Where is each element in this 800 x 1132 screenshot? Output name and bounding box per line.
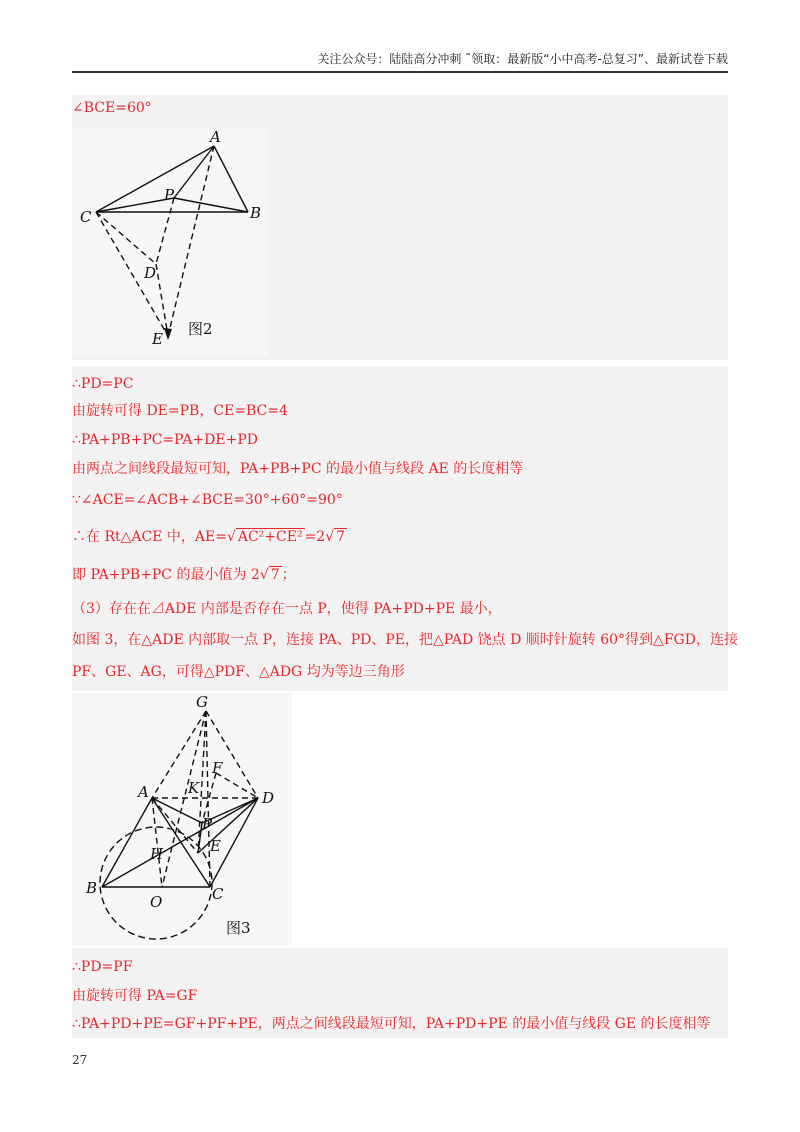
text-line-5: 由两点之间线段最短可知，PA+PB+PC 的最小值与线段 AE 的长度相等: [72, 461, 524, 477]
fig2-label-B: B: [250, 204, 262, 222]
fig3-label-H: H: [150, 845, 164, 863]
text-line-7-pre: ∴在 Rt△ACE 中，AE=: [72, 529, 227, 545]
fig2-label-P: P: [164, 186, 175, 204]
text-line-13: 由旋转可得 PA=GF: [72, 988, 198, 1004]
fig3-caption: 图3: [226, 919, 251, 937]
text-line-7: ∴在 Rt△ACE 中，AE=√ AC²+CE² =2√ 7: [72, 529, 346, 545]
fig3-label-P: P: [202, 815, 213, 833]
fig3-label-C: C: [212, 885, 224, 903]
text-line-8-post: ；: [281, 567, 296, 583]
figure-3: [72, 693, 292, 945]
text-line-4: ∴PA+PB+PC=PA+DE+PD: [72, 432, 258, 448]
fig3-label-D: D: [262, 789, 275, 807]
text-line-2: ∴PD=PC: [72, 376, 134, 392]
fig3-label-O: O: [150, 893, 163, 911]
header-rule: [72, 71, 728, 73]
fig2-label-A: A: [210, 128, 221, 146]
fig3-label-E: E: [210, 837, 221, 855]
fig2-label-C: C: [80, 208, 92, 226]
fig3-label-F: F: [212, 759, 223, 777]
fig2-caption: 图2: [188, 320, 213, 338]
fig3-label-B: B: [86, 879, 98, 897]
fig2-label-E: E: [152, 330, 163, 348]
fig3-label-G: G: [196, 693, 208, 711]
fig2-label-D: D: [144, 264, 157, 282]
text-line-10: 如图 3，在△ADE 内部取一点 P，连接 PA、PD、PE，把△PAD 饶点 D 顺时针旋转 60°得到△FGD，连接: [72, 632, 738, 648]
text-line-7-radicand: AC²+CE²: [237, 529, 303, 545]
text-line-8: 即 PA+PB+PC 的最小值为 2√ 7 ；: [72, 567, 296, 583]
page-header: 关注公众号：陆陆高分冲刺 ˜领取：最新版“小中高考-总复习”、最新试卷下载: [317, 52, 728, 66]
text-line-9: （3）存在在⊿ADE 内部是否存在一点 P，使得 PA+PD+PE 最小，: [72, 601, 502, 617]
text-line-8-pre: 即 PA+PB+PC 的最小值为 2: [72, 567, 260, 583]
text-line-1: ∠BCE=60°: [72, 100, 152, 116]
text-line-7-radicand-2: 7: [336, 529, 346, 545]
figure-2: [72, 128, 268, 356]
fig3-label-K: K: [188, 779, 200, 797]
text-line-7-eq: =2: [304, 529, 326, 545]
text-line-8-radicand: 7: [270, 567, 280, 583]
text-line-14: ∴PA+PD+PE=GF+PF+PE，两点之间线段最短可知，PA+PD+PE 的最小值与线段 GE 的长度相等: [72, 1016, 711, 1032]
page-number: 27: [72, 1053, 88, 1067]
fig3-label-A: A: [138, 783, 149, 801]
text-line-3: 由旋转可得 DE=PB，CE=BC=4: [72, 403, 288, 419]
text-line-6: ∵∠ACE=∠ACB+∠BCE=30°+60°=90°: [72, 492, 343, 508]
text-line-11: PF、GE、AG，可得△PDF、△ADG 均为等边三角形: [72, 664, 405, 680]
text-line-12: ∴PD=PF: [72, 959, 133, 975]
